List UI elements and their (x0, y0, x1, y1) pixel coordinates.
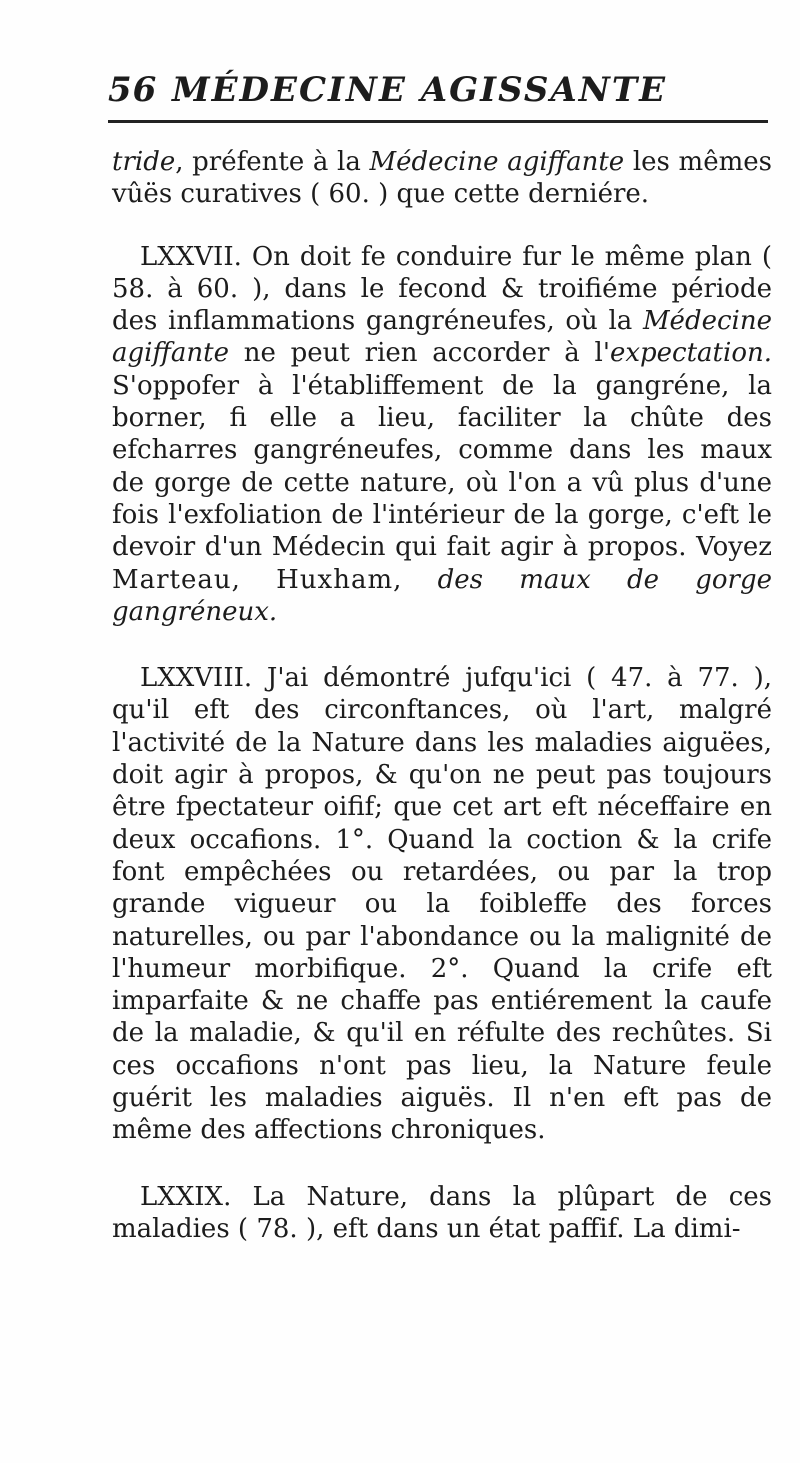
page-header (108, 70, 768, 130)
page-number: 56 (108, 70, 158, 110)
text-fragment: ne peut rien accorder à l' (228, 338, 610, 369)
text-fragment: , (393, 564, 438, 595)
paragraph-lxxvii (112, 241, 772, 629)
italic-fragment: expectation. (609, 338, 772, 369)
paragraph-lxxix: LXXIX. La Nature, dans la plûpart de ces maladies ( 78. ), eft dans un état paffif. La dimi- (112, 1181, 772, 1244)
italic-fragment: Médecine agiffante (369, 147, 625, 177)
text-fragment: S'oppofer à l'établiffement de la gangréne, la borner, fi elle a lieu, faciliter la chûte des efcharres gangréneufes, comme dans les maux de gorge de cette nature, où l'on a vû plus d'une fois l'exfoliation de l'intérieur de la gorge, c'eft le devoir d'un Médecin qui fait agir à propos. Voyez (112, 370, 772, 563)
author-name: Huxham (276, 564, 394, 595)
italic-fragment: tride (112, 147, 176, 177)
italic-fragment: Médecine agiffante (112, 306, 772, 369)
author-name: Marteau (112, 564, 232, 595)
body-text (112, 146, 772, 1245)
header-rule (108, 120, 768, 123)
running-title: MÉDECINE AGISSANTE (172, 70, 668, 110)
text-fragment: LXXVII. On doit fe conduire fur le même plan ( 58. à 60. ), dans le fecond & troifiéme période des inflammations gangréneufes, où la (112, 241, 772, 337)
text-fragment: , préfente à la (175, 147, 370, 177)
text-fragment: , (231, 564, 277, 595)
book-title: des maux de gorge gangréneux. (112, 564, 773, 627)
paragraph-continuation (112, 146, 772, 211)
paragraph-lxxviii: LXXVIII. J'ai démontré jufqu'ici ( 47. à 77. ), qu'il eft des circonftances, où l'art, malgré l'activité de la Nature dans les maladies aiguëes, doit agir à propos, & qu'on ne peut pas toujours être fpectateur oifif; que cet art eft néceffaire en deux occafions. 1°. Quand la coction & la crife font empêchées ou retardées, ou par la trop grande vigueur ou la foibleffe des forces naturelles, ou par l'abondance ou la malignité de l'humeur morbifique. 2°. Quand la crife eft imparfaite & ne chaffe pas entiérement la caufe de la maladie, & qu'il en réfulte des rechûtes. Si ces occafions n'ont pas lieu, la Nature feule guérit les maladies aiguës. Il n'en eft pas de même des affections chroniques. (112, 663, 772, 1146)
text-fragment: les mêmes vûës curatives ( 60. ) que cette derniére. (112, 147, 772, 210)
